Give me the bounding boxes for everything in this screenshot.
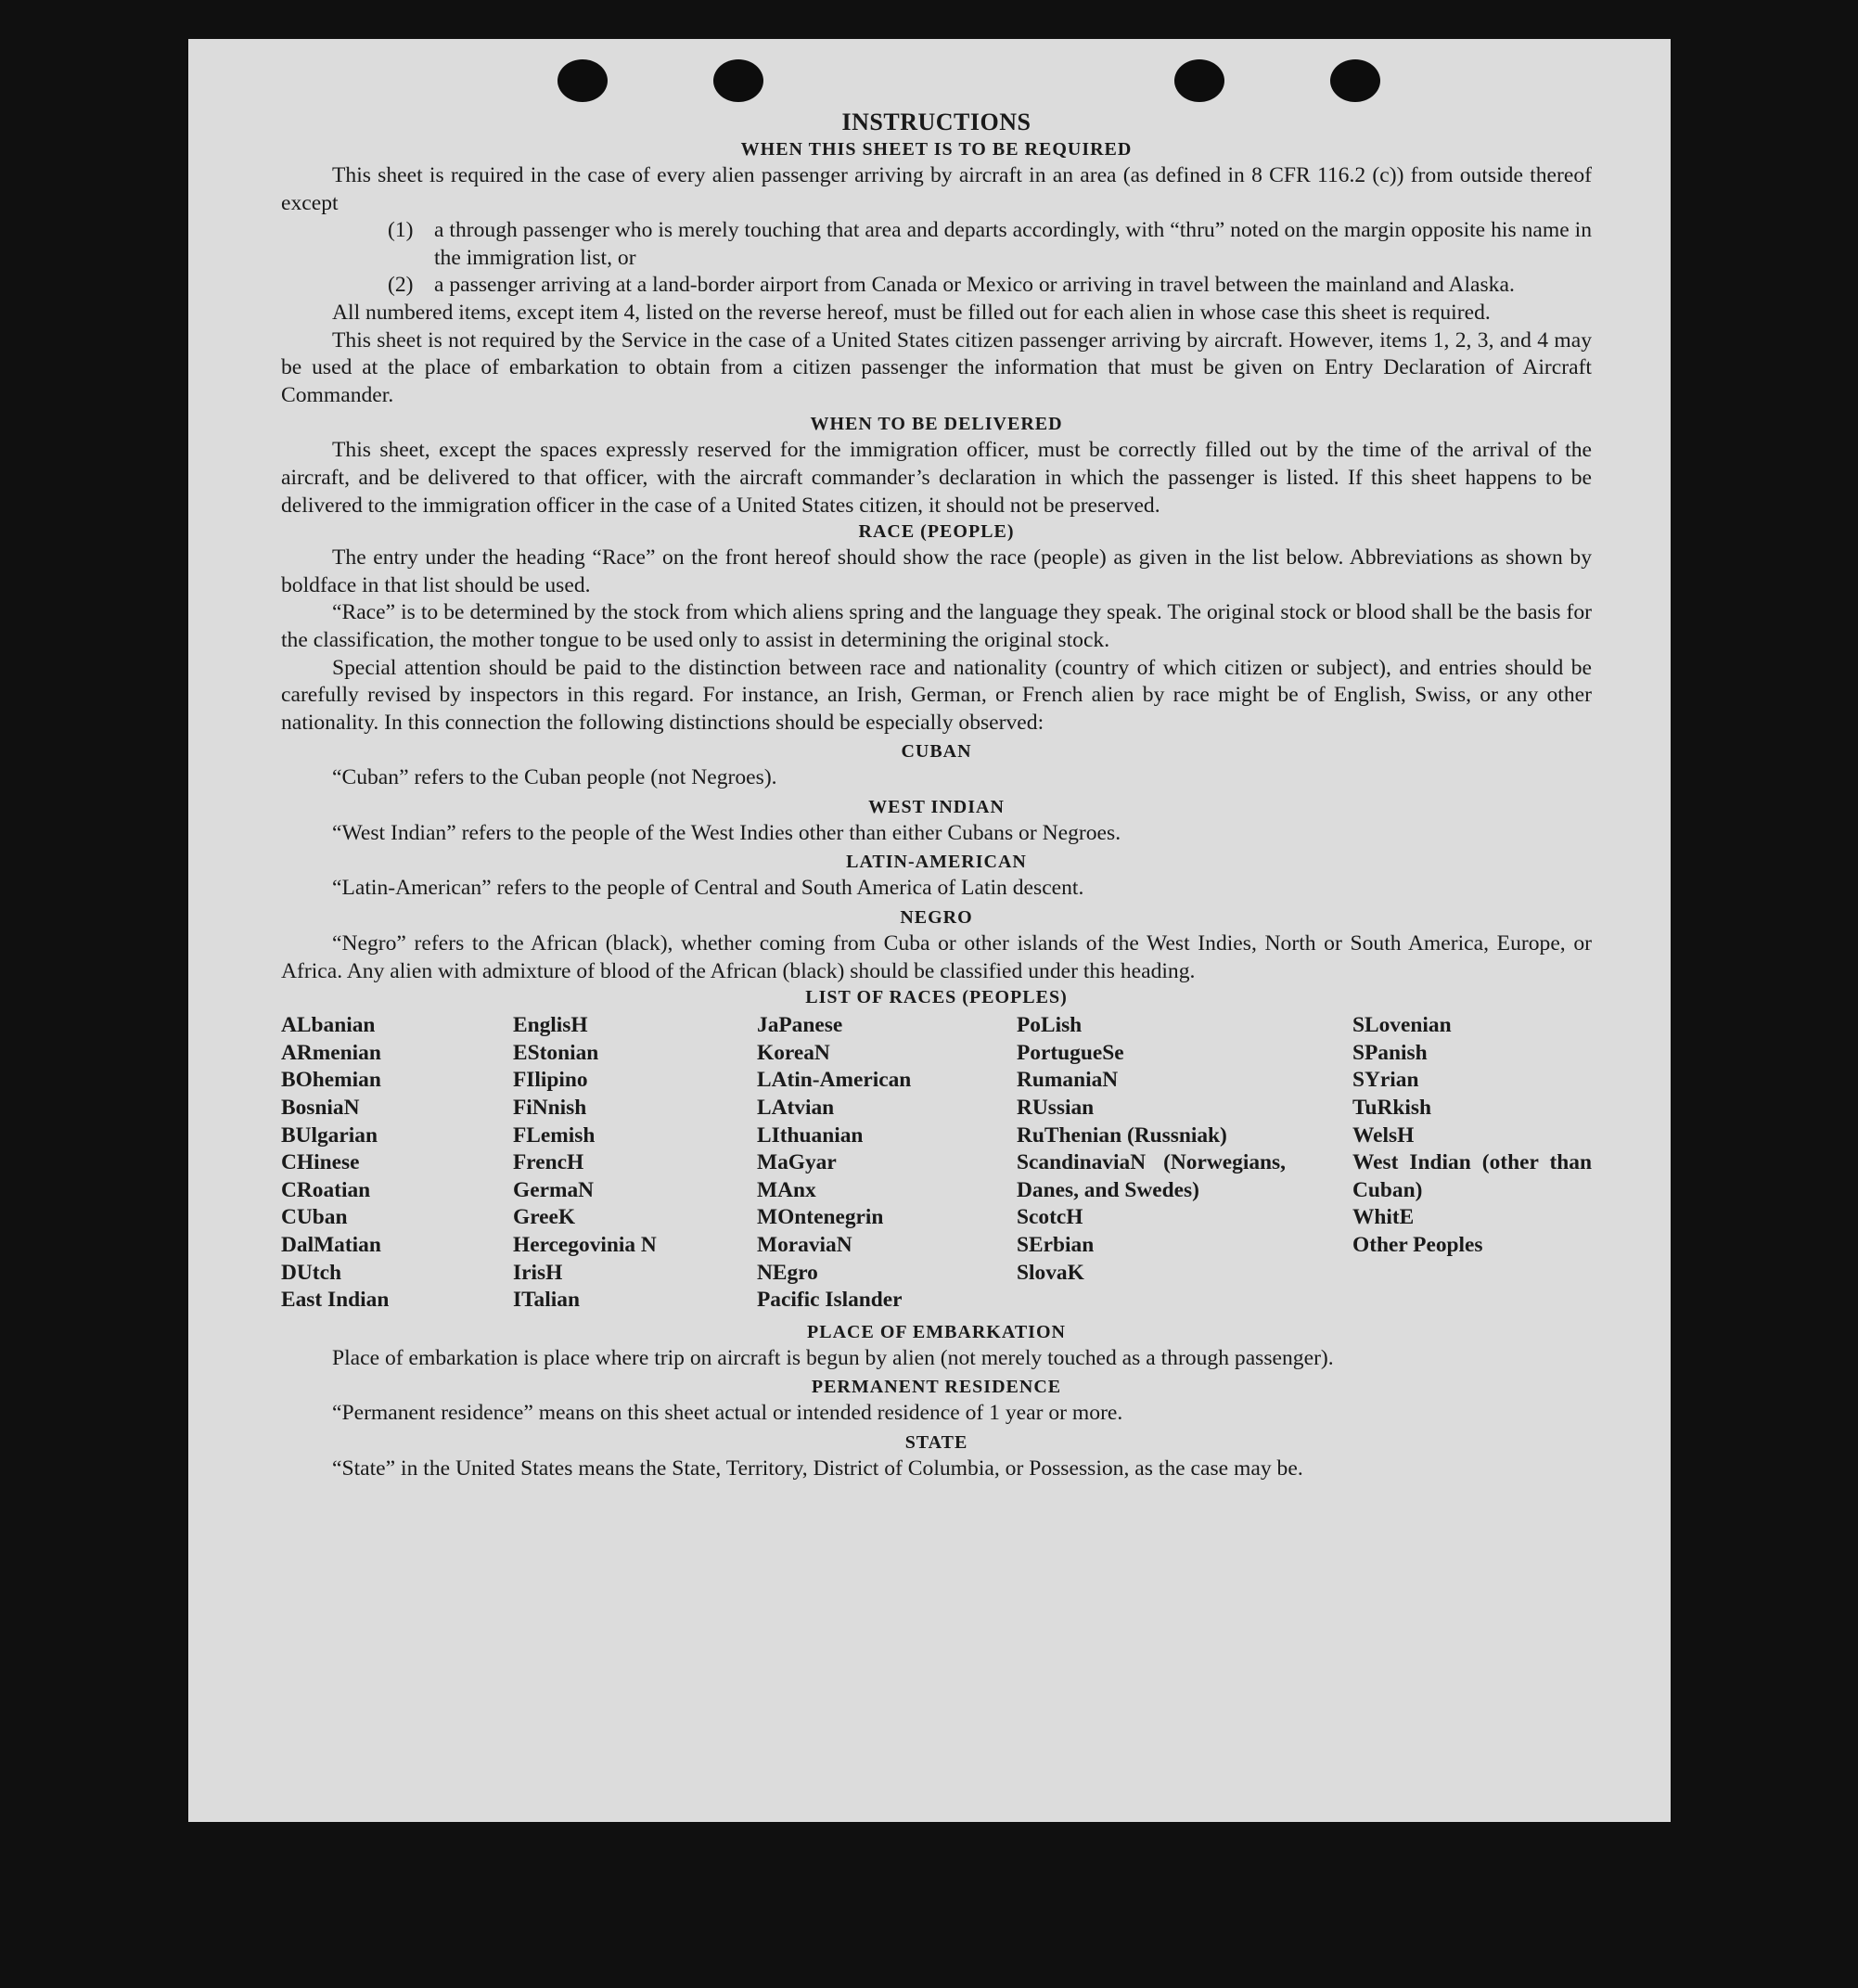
- race-item: ALbanian: [281, 1013, 376, 1038]
- paragraph: Special attention should be paid to the distinction between race and nationality (country of which citizen or subject), and entries should be carefully revised by inspectors in this regard. For instance, an Irish, German, or French alien by race might be of English, Swiss, or any other nationality. In this connection the following distinctions should be especially observed:: [281, 655, 1592, 735]
- race-item: LAtvian: [757, 1096, 835, 1121]
- heading-place-of-embarkation: PLACE OF EMBARKATION: [807, 1321, 1066, 1342]
- race-item: PoLish: [1017, 1013, 1083, 1038]
- race-item: GermaN: [513, 1177, 595, 1202]
- race-item: WhitE: [1352, 1205, 1415, 1230]
- heading-race: RACE (PEOPLE): [858, 521, 1015, 543]
- race-item: ARmenian: [281, 1040, 381, 1065]
- race-item: ITalian: [513, 1288, 580, 1313]
- race-item: Pacific Islander: [757, 1288, 903, 1313]
- race-item: BOhemian: [281, 1068, 381, 1093]
- race-item: SPanish: [1352, 1040, 1428, 1065]
- heading-when-delivered: WHEN TO BE DELIVERED: [810, 414, 1063, 435]
- exception-item: (2) a passenger arriving at a land-border airport from Canada or Mexico or arriving in travel between the mainland and Alaska.: [388, 273, 1515, 298]
- paragraph: This sheet is not required by the Service in the case of a United States citizen passenger arriving by aircraft. However, items 1, 2, 3, and 4 may be used at the place of embarkation to obtain from a citizen passenger the information that must be given on Entry Declaration of Aircraft Commander.: [281, 327, 1592, 407]
- race-item: ScotcH: [1017, 1205, 1083, 1230]
- race-item: West Indian (other than Cuban): [1352, 1150, 1592, 1202]
- heading-cuban: CUBAN: [901, 741, 972, 763]
- races-column: [757, 1012, 1017, 1315]
- race-item: IrisH: [513, 1260, 563, 1285]
- races-column: [1352, 1012, 1592, 1315]
- heading-state: STATE: [904, 1431, 968, 1453]
- race-item: DUtch: [281, 1260, 341, 1285]
- paragraph: This sheet, except the spaces expressly reserved for the immigration officer, must be correctly filled out by the time of the arrival of the aircraft, and be delivered to that officer, with the aircraft commander’s declaration in which the passenger is listed. If this sheet happens to be delivered to the immigration officer in the case of a United States citizen, it should not be preserved.: [281, 438, 1592, 518]
- race-item: MoraviaN: [757, 1233, 852, 1257]
- race-item: RuThenian (Russniak): [1017, 1122, 1227, 1148]
- paragraph: Place of embarkation is place where trip on aircraft is begun by alien (not merely touched as a through passenger).: [332, 1345, 1334, 1370]
- races-column: [281, 1012, 513, 1315]
- race-item: BosniaN: [281, 1096, 360, 1121]
- race-item: Other Peoples: [1352, 1233, 1483, 1257]
- heading-when-required: WHEN THIS SHEET IS TO BE REQUIRED: [740, 139, 1133, 160]
- race-item: East Indian: [281, 1288, 390, 1313]
- race-item: NEgro: [757, 1260, 818, 1285]
- race-item: CRoatian: [281, 1177, 371, 1202]
- race-item: EnglisH: [513, 1013, 588, 1038]
- document-page: [188, 39, 1671, 1822]
- heading-latin-american: LATIN-AMERICAN: [846, 852, 1027, 873]
- race-item: SlovaK: [1017, 1260, 1084, 1285]
- exception-item: (1) a through passenger who is merely touching that area and departs accordingly, with “thru” noted on the margin opposite his name in the immigration list, or: [388, 218, 1592, 270]
- paragraph: “Cuban” refers to the Cuban people (not Negroes).: [332, 765, 777, 790]
- race-item: MAnx: [757, 1177, 816, 1202]
- heading-permanent-residence: PERMANENT RESIDENCE: [811, 1377, 1062, 1398]
- race-item: PortugueSe: [1017, 1040, 1124, 1065]
- races-list: [281, 1012, 1592, 1315]
- race-item: SLovenian: [1352, 1013, 1452, 1038]
- race-item: LAtin-American: [757, 1068, 912, 1093]
- races-column: [1017, 1012, 1352, 1315]
- race-item: MaGyar: [757, 1150, 837, 1175]
- race-item: LIthuanian: [757, 1122, 864, 1148]
- race-item: GreeK: [513, 1205, 576, 1230]
- paragraph: “Negro” refers to the African (black), whether coming from Cuba or other islands of the West Indies, North or South America, Europe, or Africa. Any alien with admixture of blood of the African (black) should be classified under this heading.: [281, 931, 1592, 983]
- punch-hole: [713, 59, 763, 102]
- race-item: JaPanese: [757, 1013, 843, 1038]
- paragraph: The entry under the heading “Race” on the front hereof should show the race (people) as given in the list below. Abbreviations as shown by boldface in that list should be used.: [281, 545, 1592, 597]
- race-item: BUlgarian: [281, 1122, 378, 1148]
- paragraph: “West Indian” refers to the people of the West Indies other than either Cubans or Negroes.: [332, 820, 1121, 845]
- race-item: TuRkish: [1352, 1096, 1431, 1121]
- race-item: EStonian: [513, 1040, 599, 1065]
- race-item: CHinese: [281, 1150, 360, 1175]
- heading-negro: NEGRO: [900, 907, 973, 929]
- race-item: WelsH: [1352, 1122, 1415, 1148]
- punch-hole: [1174, 59, 1224, 102]
- race-item: SYrian: [1352, 1068, 1419, 1093]
- heading-west-indian: WEST INDIAN: [868, 796, 1005, 817]
- race-item: FIlipino: [513, 1068, 588, 1093]
- race-item: RUssian: [1017, 1096, 1095, 1121]
- paragraph: “Latin-American” refers to the people of Central and South America of Latin descent.: [332, 876, 1084, 901]
- race-item: DalMatian: [281, 1233, 381, 1257]
- race-item: RumaniaN: [1017, 1068, 1119, 1093]
- race-item: Hercegovinia N: [513, 1233, 657, 1257]
- when-required-intro: This sheet is required in the case of every alien passenger arriving by aircraft in an area (as defined in 8 CFR 116.2 (c)) from outside thereof except: [281, 163, 1592, 215]
- race-item: ScandinaviaN (Norwegians, Danes, and Swedes): [1017, 1150, 1286, 1202]
- paragraph: “State” in the United States means the State, Territory, District of Columbia, or Possession, as the case may be.: [332, 1456, 1303, 1481]
- paragraph: “Race” is to be determined by the stock from which aliens spring and the language they speak. The original stock or blood shall be the basis for the classification, the mother tongue to be used only to assist in determining the original stock.: [281, 600, 1592, 652]
- race-item: FiNnish: [513, 1096, 587, 1121]
- heading-list-of-races: LIST OF RACES (PEOPLES): [805, 987, 1068, 1008]
- race-item: CUban: [281, 1205, 348, 1230]
- race-item: MOntenegrin: [757, 1205, 884, 1230]
- paragraph: All numbered items, except item 4, listed on the reverse hereof, must be filled out for each alien in whose case this sheet is required.: [332, 300, 1491, 325]
- punch-hole: [1330, 59, 1380, 102]
- paragraph: “Permanent residence” means on this sheet actual or intended residence of 1 year or more.: [332, 1401, 1123, 1426]
- race-item: FLemish: [513, 1122, 596, 1148]
- page-title: INSTRUCTIONS: [841, 109, 1032, 135]
- race-item: SErbian: [1017, 1233, 1095, 1257]
- punch-hole: [557, 59, 608, 102]
- race-item: KoreaN: [757, 1040, 830, 1065]
- instructions-body: [281, 108, 1592, 1483]
- race-item: FrencH: [513, 1150, 584, 1175]
- races-column: [513, 1012, 757, 1315]
